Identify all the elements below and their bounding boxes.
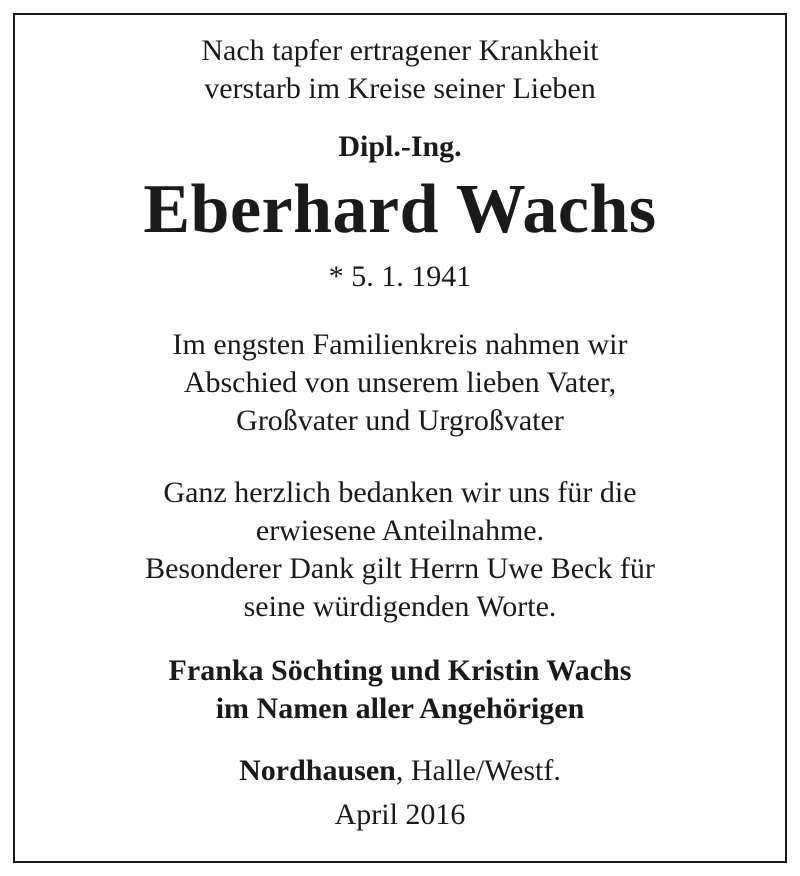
deceased-name: Eberhard Wachs: [143, 171, 657, 248]
academic-title: Dipl.-Ing.: [338, 130, 462, 163]
birth-date: * 5. 1. 1941: [328, 260, 472, 293]
signers-line-1: Franka Söchting und Kristin Wachs: [168, 654, 632, 687]
place-city: Nordhausen: [239, 754, 396, 787]
paragraph2-line-2: erwiesene Anteilnahme.: [255, 514, 545, 547]
paragraph1-line-3: Großvater und Urgroßvater: [236, 404, 564, 437]
intro-line-2: verstarb im Kreise seiner Lieben: [204, 72, 596, 105]
place-rest: , Halle/Westf.: [395, 754, 561, 787]
paragraph2-line-3: Besonderer Dank gilt Herrn Uwe Beck für: [145, 552, 655, 585]
paragraph2-line-4: seine würdigenden Worte.: [243, 590, 557, 623]
paragraph1-line-2: Abschied von unserem lieben Vater,: [183, 366, 617, 399]
paragraph2-line-1: Ganz herzlich bedanken wir uns für die: [163, 476, 637, 509]
paragraph1-line-1: Im engsten Familienkreis nahmen wir: [172, 328, 628, 361]
place-line: [0, 754, 800, 788]
signers-line-2: im Namen aller Angehörigen: [215, 692, 585, 725]
notice-date: April 2016: [334, 798, 466, 831]
intro-line-1: Nach tapfer ertragener Krankheit: [201, 34, 599, 67]
